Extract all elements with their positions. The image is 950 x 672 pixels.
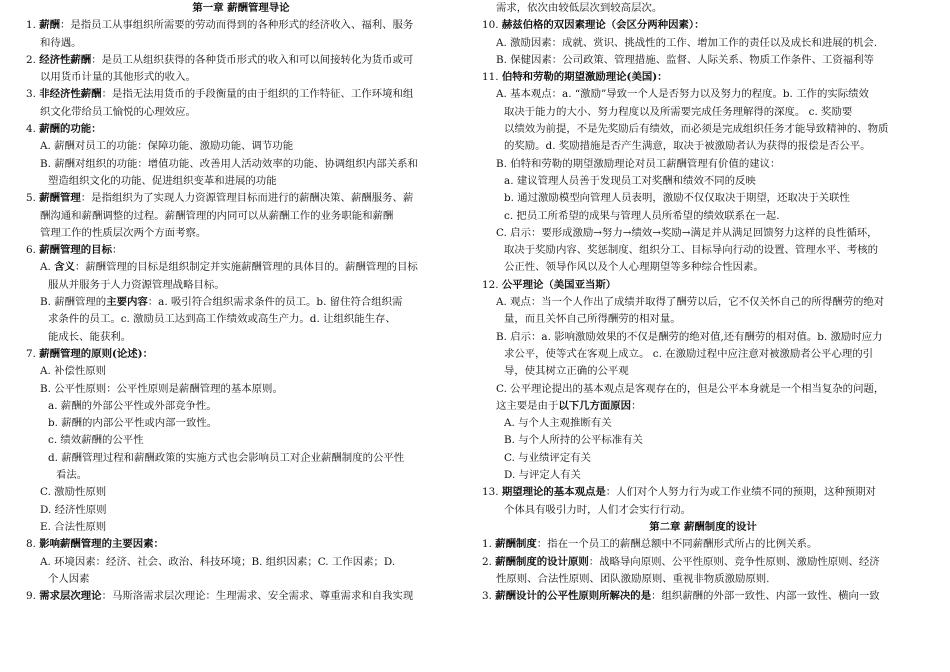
item-10-b: B. 保健因素：公司政策、管理措施、监督、人际关系、物质工作条件、工资福利等 [496, 53, 874, 66]
item-7-b: B. 公平性原则：公平性原则是薪酬管理的基本原则。 [40, 382, 283, 395]
item-5: 5. 薪酬管理：是指组织为了实现人力资源管理目标而进行的薪酬决策、薪酬服务、薪 [26, 192, 414, 205]
item-11-a-cont-2: 以绩效为前提，不是先奖励后有绩效，而必须是完成组织任务才能导致精神的、物质 [504, 123, 889, 136]
item-1: 1. 薪酬：是指员工从事组织所需要的劳动而得到的各种形式的经济收入、福利、服务 [26, 19, 414, 32]
item-6-b: B. 薪酬管理的主要内容：a. 吸引符合组织需求条件的员工。b. 留住符合组织需 [40, 296, 403, 309]
right-column [482, 0, 924, 605]
item-6-b-cont-1: 求条件的员工。c. 激励员工达到高工作绩效或高生产力。d. 让组织能生存、 [48, 313, 396, 326]
item-2-cont: 以用货币计量的其他形式的收入。 [40, 71, 196, 84]
item-9: 9. 需求层次理论：马斯洛需求层次理论：生理需求、安全需求、尊重需求和自我实现 [26, 590, 414, 603]
item-11-b-b: b. 通过激励模型向管理人员表明，激励不仅仅取决于期望，还取决于关联性 [504, 192, 850, 205]
item-11-a: A. 基本观点：a. “激励”导致一个人是否努力以及努力的程度。b. 工作的实际绩效 [496, 88, 869, 101]
item-11-b: B. 伯特和劳勒的期望激励理论对员工薪酬管理有价值的建议： [496, 157, 781, 170]
item-7-b-d-cont: 看法。 [56, 469, 88, 482]
left-column [26, 0, 456, 605]
ch2-item-1: 1. 薪酬制度：指在一个员工的薪酬总额中不同薪酬形式所占的比例关系。 [482, 538, 818, 551]
ch2-item-2: 2. 薪酬制度的设计原则：战略导向原则、公平性原则、竞争性原则、激励性原则、经济 [482, 555, 880, 568]
item-6-a: A. 含义：薪酬管理的目标是组织制定并实施薪酬管理的具体目的。薪酬管理的目标 [40, 261, 418, 274]
ch2-item-3: 3. 薪酬设计的公平性原则所解决的是：组织薪酬的外部一致性、内部一致性、横向一致 [482, 590, 880, 603]
item-7: 7. 薪酬管理的原则(论述)： [26, 347, 153, 360]
item-7-d: D. 经济性原则 [40, 503, 107, 516]
item-7-a: A. 补偿性原则 [40, 365, 107, 378]
item-6-a-cont: 服从并服务于人力资源管理战略目标。 [48, 278, 225, 291]
item-1-cont: 和待遇。 [40, 36, 82, 49]
chapter-1-title: 第一章 薪酬管理导论 [192, 2, 290, 14]
item-7-e: E. 合法性原则 [40, 520, 107, 533]
item-11-c-cont-2: 公正性、领导作风以及个人心理期望等多种综合性因素。 [504, 261, 764, 274]
item-8-a-cont: 个人因素 [48, 572, 90, 585]
item-4: 4. 薪酬的功能： [26, 123, 102, 136]
item-7-b-c: c. 绩效薪酬的公平性 [48, 434, 144, 447]
item-12-b: B. 启示：a. 影响激励效果的不仅是酬劳的绝对值,还有酬劳的相对值。b. 激励时应力 [496, 330, 883, 343]
item-12-c-b: B. 与个人所持的公平标准有关 [504, 434, 643, 447]
item-7-b-d: d. 薪酬管理过程和薪酬政策的实施方式也会影响员工对企业薪酬制度的公平性 [48, 451, 405, 464]
item-8-a: A. 环境因素：经济、社会、政治、科技环境；B. 组织因素；C. 工作因素；D. [40, 555, 396, 568]
item-12-a-cont: 量，而且关怀自己所得酬劳的相对量。 [504, 313, 681, 326]
item-9-cont: 需求，依次由较低层次到较高层次。 [496, 2, 663, 14]
chapter-2-title: 第二章 薪酬制度的设计 [649, 520, 757, 533]
item-3-cont: 织文化带给员工愉悦的心理效应。 [40, 105, 196, 118]
item-13-cont: 个体具有吸引力时，人们才会实行行动。 [504, 503, 692, 516]
item-7-b-a: a. 薪酬的外部公平性或外部竞争性。 [48, 399, 217, 412]
item-5-cont-2: 管理工作的性质层次两个方面考察。 [40, 226, 207, 239]
item-5-cont-1: 酬沟通和薪酬调整的过程。薪酬管理的内同可以从薪酬工作的业务职能和薪酬 [40, 209, 394, 222]
item-11-a-cont-1: 取决于能力的大小、努力程度以及所需要完成任务理解得的深度。 c. 奖励要 [504, 105, 853, 118]
item-12-c-a: A. 与个人主观推断有关 [504, 417, 612, 430]
item-11-a-cont-3: 的奖励。d. 奖励措施是否产生满意，取决于被激励者认为获得的报偿是否公平。 [504, 140, 871, 153]
item-10: 10. 赫兹伯格的双因素理论（会区分两种因素）： [482, 19, 705, 32]
item-7-b-b: b. 薪酬的内部公平性或内部一致性。 [48, 417, 218, 430]
item-11-c: C. 启示：要形成激励→努力→绩效→奖励→满足并从满足回馈努力这样的良性循环， [496, 226, 878, 239]
item-12-c-cont: 这主要是由于以下几方面原因： [496, 399, 642, 412]
item-4-b: B. 薪酬对组织的功能：增值功能、改善用人活动效率的功能、协调组织内部关系和 [40, 157, 418, 170]
item-12: 12. 公平理论（美国亚当斯） [482, 278, 617, 291]
item-6: 6. 薪酬管理的目标： [26, 244, 123, 257]
item-12-c-d: D. 与评定人有关 [504, 469, 581, 482]
ch2-item-2-cont: 性原则、合法性原则、团队激励原则、重视非物质激励原则. [496, 572, 770, 585]
item-12-b-cont-1: 求公平，使等式在客观上成立。 c. 在激励过程中应注意对被激励者公平心理的引 [504, 347, 874, 360]
item-10-a: A. 激励因素：成就、赏识、挑战性的工作、增加工作的责任以及成长和进展的机会. [496, 36, 878, 49]
item-7-c: C. 激励性原则 [40, 486, 107, 499]
item-4-a: A. 薪酬对员工的功能：保障功能、激励功能、调节功能 [40, 140, 294, 153]
item-12-b-cont-2: 导，使其树立正确的公平观 [504, 365, 629, 378]
item-12-a: A. 观点：当一个人作出了成绩并取得了酬劳以后，它不仅关怀自己的所得酬劳的绝对 [496, 296, 885, 309]
item-11-b-c: c. 把员工所希望的成果与管理人员所希望的绩效联系在一起. [504, 209, 780, 222]
item-2: 2. 经济性薪酬：是员工从组织获得的各种货币形式的收入和可以间接转化为货币或可 [26, 53, 414, 66]
item-8: 8. 影响薪酬管理的主要因素： [26, 538, 164, 551]
item-12-c: C. 公平理论提出的基本观点是客观存在的，但是公平本身就是一个相当复杂的问题， [496, 382, 885, 395]
item-3: 3. 非经济性薪酬：是指无法用货币的手段衡量的由于组织的工作特征、工作环境和组 [26, 88, 414, 101]
item-6-b-cont-2: 能成长、能获利。 [48, 330, 132, 343]
item-12-c-c: C. 与业绩评定有关 [504, 451, 591, 464]
item-11: 11. 伯特和劳勒的期望激励理论(美国)： [482, 71, 668, 84]
item-13: 13. 期望理论的基本观点是：人们对个人努力行为或工作业绩不同的预期，这种预期对 [482, 486, 876, 499]
item-11-c-cont-1: 取决于奖励内容、奖惩制度、组织分工、目标导向行动的设置、管理水平、考核的 [504, 244, 879, 257]
item-4-b-cont: 塑造组织文化的功能、促进组织变革和进展的功能 [48, 174, 277, 187]
item-11-b-a: a. 建议管理人员善于发现员工对奖酬和绩效不同的反映 [504, 174, 756, 187]
